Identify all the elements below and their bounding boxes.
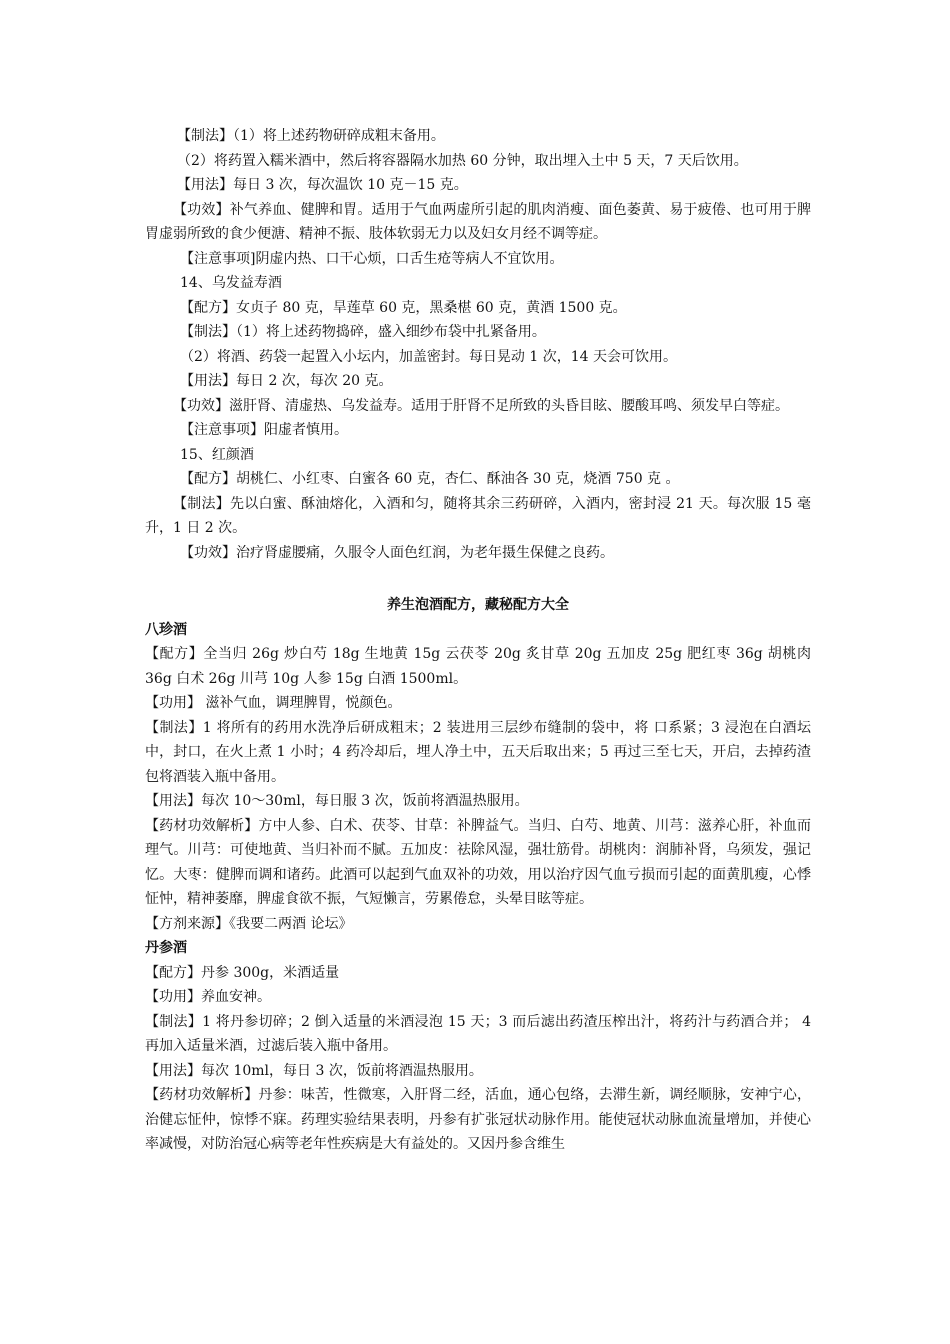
method-step-line: （2）将药置入糯米酒中，然后将容器隔水加热 60 分钟，取出埋入土中 5 天，7 天后饮用。 bbox=[177, 152, 748, 169]
analysis-paragraph: 【药材功效解析】丹参：味苦，性微寒，入肝肾二经，活血，通心包络，去滞生新，调经顺脉，安神宁心，治健忘怔仲，惊悸不寐。药理实验结果表明，丹参有扩张冠状动脉作用。能使冠状动脉血流量增加，并使心率减慢，对防治冠心病等老年性疾病是大有益处的。又因丹参含维生 bbox=[145, 1087, 811, 1152]
analysis-paragraph: 【药材功效解析】方中人参、白术、茯苓、甘草：补脾益气。当归、白芍、地黄、川芎：滋养心肝，补血而理气。川芎：可使地黄、当归补而不腻。五加皮：祛除风湿，强壮筋骨。胡桃肉：润肺补肾，乌须发，强记忆。大枣：健脾而调和诸药。此酒可以起到气血双补的功效，用以治疗因气血亏损而引起的面黄肌瘦，心悸怔忡，精神萎靡，脾虚食欲不振，气短懒言，劳累倦怠，头晕目眩等症。 bbox=[145, 817, 811, 907]
formula-line: 【配方】丹参 300g，米酒适量 bbox=[145, 964, 340, 981]
effect-paragraph: 【功效】补气养血、健脾和胃。适用于气血两虚所引起的肌肉消瘦、面色萎黄、易于疲倦、也可用于脾胃虚弱所致的食少便溏、精神不振、肢体软弱无力以及妇女月经不调等症。 bbox=[145, 201, 811, 242]
recipe-heading: 15、红颜酒 bbox=[180, 446, 254, 463]
section-title: 养生泡酒配方，藏秘配方大全 bbox=[387, 597, 569, 613]
formula-paragraph: 【配方】全当归 26g 炒白芍 18g 生地黄 15g 云茯苓 20g 炙甘草 20g 五加皮 25g 肥红枣 36g 胡桃肉 36g 白术 26g 川芎 10g 人参 15g 白酒 1500ml。 bbox=[145, 646, 811, 687]
method-line: 【制法】（1）将上述药物研碎成粗末备用。 bbox=[177, 128, 445, 144]
method-step-line: （2）将酒、药袋一起置入小坛内，加盖密封。每日晃动 1 次，14 天会可饮用。 bbox=[180, 348, 677, 365]
method-paragraph: 【制法】1 将丹参切碎；2 倒入适量的米酒浸泡 15 天；3 而后滤出药渣压榨出汁，将药汁与药酒合并； 4 再加入适量米酒，过滤后装入瓶中备用。 bbox=[145, 1013, 811, 1054]
method-paragraph: 【制法】1 将所有的药用水洗净后研成粗末；2 装进用三层纱布缝制的袋中，将 口系紧；3 浸泡在白酒坛中，封口，在火上煮 1 小时；4 药冷却后，埋人净土中，五天后取出来；5 再过三至七天，开启，去掉药渣包将酒装入瓶中备用。 bbox=[145, 719, 811, 785]
usage-line: 【用法】每日 2 次，每次 20 克。 bbox=[180, 373, 393, 389]
effect-paragraph: 【功效】滋肝肾、清虚热、乌发益寿。适用于肝肾不足所致的头昏目眩、腰酸耳鸣、须发早白等症。 bbox=[173, 397, 789, 414]
effect-line: 【功效】治疗肾虚腰痛，久服令人面色红润，为老年摄生保健之良药。 bbox=[180, 544, 614, 561]
usage-line: 【用法】每次 10ml，每日 3 次，饭前将酒温热服用。 bbox=[145, 1062, 483, 1079]
function-line: 【功用】 滋补气血，调理脾胃，悦颜色。 bbox=[145, 695, 402, 711]
usage-line: 【用法】每日 3 次，每次温饮 10 克－15 克。 bbox=[177, 177, 468, 193]
usage-line: 【用法】每次 10～30ml，每日服 3 次，饭前将酒温热服用。 bbox=[145, 793, 529, 809]
caution-line: 【注意事项】阳虚者慎用。 bbox=[180, 422, 348, 438]
recipe-title-bazhen: 八珍酒 bbox=[145, 621, 187, 638]
formula-line: 【配方】女贞子 80 克，旱莲草 60 克，黑桑椹 60 克，黄酒 1500 克。 bbox=[180, 299, 627, 316]
function-line: 【功用】养血安神。 bbox=[145, 989, 271, 1005]
blank-line bbox=[145, 565, 811, 589]
recipe-title-danshen: 丹参酒 bbox=[145, 940, 187, 956]
source-line: 【方剂来源】《我要二两酒 论坛》 bbox=[145, 915, 353, 932]
formula-line: 【配方】胡桃仁、小红枣、白蜜各 60 克，杏仁、酥油各 30 克，烧酒 750 克 。 bbox=[180, 471, 680, 487]
method-line: 【制法】（1）将上述药物捣碎，盛入细纱布袋中扎紧备用。 bbox=[180, 324, 546, 340]
caution-line: 【注意事项]阴虚内热、口干心烦，口舌生疮等病人不宜饮用。 bbox=[180, 250, 564, 267]
method-paragraph: 【制法】先以白蜜、酥油熔化，入酒和匀，随将其余三药研碎，入酒内，密封浸 21 天。每次服 15 毫升，1 日 2 次。 bbox=[145, 495, 811, 536]
recipe-heading: 14、乌发益寿酒 bbox=[180, 275, 282, 291]
document-page bbox=[145, 124, 811, 1157]
